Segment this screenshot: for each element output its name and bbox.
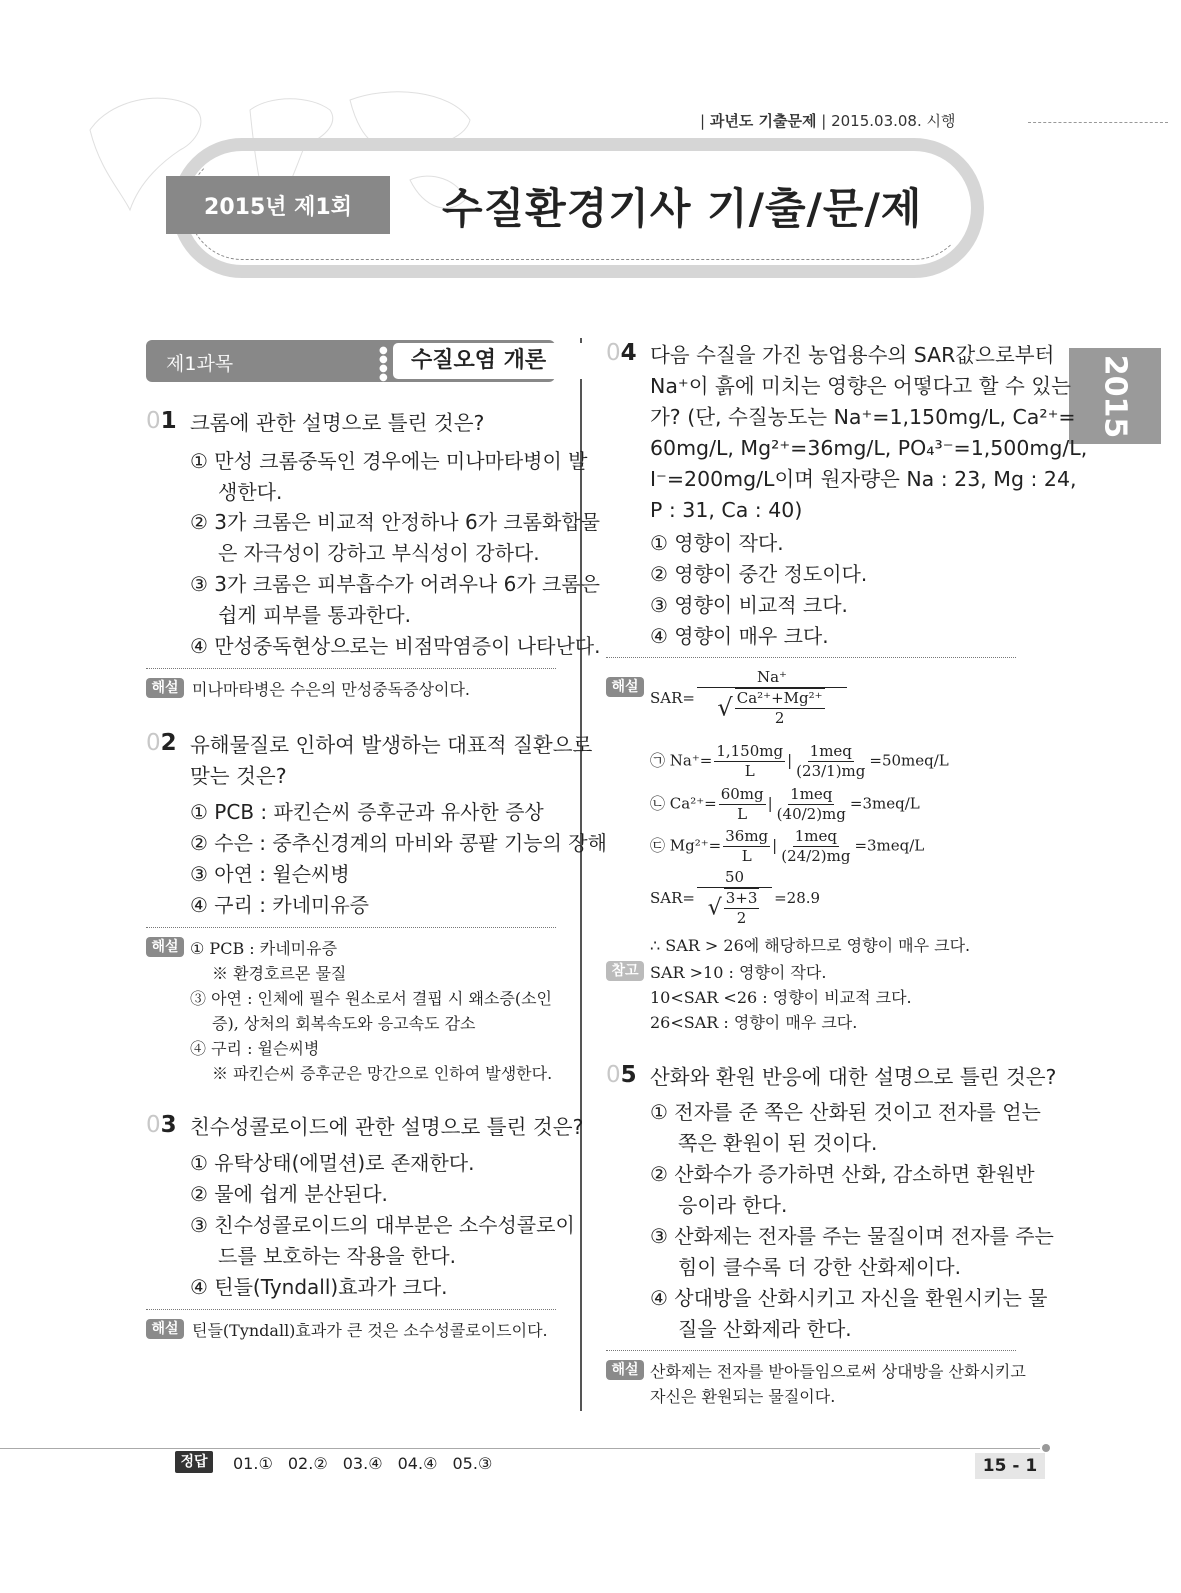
q5-option-2-cont: 응이라 한다. [678, 1193, 788, 1217]
q5-option-4-cont: 질을 산화제라 한다. [678, 1317, 852, 1341]
q4-conclusion: ∴ SAR > 26에 해당하므로 영향이 매우 크다. [650, 936, 971, 955]
mg-calc: ㉢ Mg²⁺= $\frac{36mg}{L}$ | $\frac{\text{1meq}}{(24/2)mg}$ =3meq/L [650, 827, 925, 865]
q1-option-1-cont: 생한다. [218, 480, 283, 504]
q3-explanation: 틴들(Tyndall)효과가 큰 것은 소수성콜로이드이다. [192, 1321, 548, 1340]
q2-separator [146, 927, 556, 928]
footer-line [0, 1448, 1040, 1449]
q1-option-4: ④ 만성중독현상으로는 비점막염증이 나타난다. [190, 634, 601, 658]
sar-formula [650, 668, 849, 728]
sar-fraction [697, 668, 847, 728]
sar-numerator: Na⁺ [697, 668, 847, 688]
sar-ca-mg: Ca²⁺+Mg²⁺ [736, 689, 823, 707]
q3-number: 03 [146, 1112, 177, 1138]
sar-label: SAR= [650, 689, 695, 707]
q1-option-1: ① 만성 크롬중독인 경우에는 미나마타병이 발 [190, 449, 588, 473]
q4-question-line3: 가? (단, 수질농도는 Na⁺=1,150mg/L, Ca²⁺= [650, 405, 1076, 429]
q3-separator [146, 1309, 556, 1310]
na-calc-result: =50meq/L [869, 751, 949, 770]
q4-question-line1: 다음 수질을 가진 농업용수의 SAR값으로부터 [650, 343, 1055, 367]
q3-option-3-cont: 드를 보호하는 작용을 한다. [218, 1244, 456, 1268]
q5-explanation-1: 산화제는 전자를 받아들임으로써 상대방을 산화시키고 [650, 1362, 1026, 1381]
q3-option-1: ① 유탁상태(에멀션)로 존재한다. [190, 1151, 475, 1175]
q1-number: 01 [146, 408, 177, 434]
footer-dot [1042, 1444, 1050, 1452]
q4-question-line6: P : 31, Ca : 40) [650, 498, 803, 522]
header-meta: | 과년도 기출문제 | 2015.03.08. 시행 [700, 112, 956, 130]
q1-explanation-tag: 해설 [146, 678, 184, 698]
q2-explanation-3: ③ 아연 : 인체에 필수 원소로서 결핍 시 왜소증(소인 [190, 989, 552, 1008]
q4-separator [606, 657, 1016, 658]
subject-label: 제1과목 [166, 353, 234, 375]
year-session-badge: 2015년 제1회 [166, 176, 390, 234]
sar-denominator [715, 688, 828, 728]
q4-reference-1: SAR >10 : 영향이 작다. [650, 963, 827, 982]
q3-explanation-tag: 해설 [146, 1319, 184, 1339]
q4-reference-2: 10<SAR <26 : 영향이 비교적 크다. [650, 988, 912, 1007]
q2-question-line1: 유해물질로 인하여 발생하는 대표적 질환으로 [190, 733, 593, 757]
q5-number: 05 [606, 1062, 637, 1088]
sqrt-icon: √ [707, 895, 722, 921]
q4-option-2: ② 영향이 중간 정도이다. [650, 562, 868, 586]
q4-question-line5: I⁻=200mg/L이며 원자량은 Na : 23, Mg : 24, [650, 467, 1077, 491]
mg-calc-label: ㉢ Mg²⁺= [650, 836, 722, 855]
year-side-tab [1069, 348, 1161, 444]
answer-tag: 정답 [175, 1451, 213, 1473]
sqrt-icon: √ [717, 693, 733, 722]
sar-two: 2 [774, 709, 785, 727]
mg-calc-result: =3meq/L [854, 836, 925, 855]
q2-option-1: ① PCB : 파킨슨씨 증후군과 유사한 증상 [190, 800, 544, 824]
na-calc: ㉠ Na⁺= $\frac{1,150mg}{L}$ | $\frac{\text{1meq}}{(23/1)mg}$ =50meq/L [650, 742, 949, 780]
q3-option-3: ③ 친수성콜로이드의 대부분은 소수성콜로이 [190, 1213, 575, 1237]
q1-separator [146, 668, 556, 669]
q1-option-3: ③ 3가 크롬은 피부흡수가 어려우나 6가 크롬은 [190, 572, 600, 596]
q4-option-4: ④ 영향이 매우 크다. [650, 624, 829, 648]
q2-option-2: ② 수은 : 중추신경계의 마비와 콩팥 기능의 장해 [190, 831, 607, 855]
q5-explanation-2: 자신은 환원되는 물질이다. [650, 1387, 836, 1406]
sar-result-label: SAR= [650, 889, 695, 907]
q2-explanation-2: ※ 환경호르몬 물질 [212, 964, 347, 983]
subject-banner [146, 340, 555, 382]
q4-option-1: ① 영향이 작다. [650, 531, 784, 555]
q5-explanation-tag: 해설 [606, 1360, 644, 1380]
q5-option-3: ③ 산화제는 전자를 주는 물질이며 전자를 주는 [650, 1224, 1054, 1248]
q3-option-2: ② 물에 쉽게 분산된다. [190, 1182, 388, 1206]
meta-label: 과년도 기출문제 [709, 112, 817, 130]
q2-question-line2: 맞는 것은? [190, 764, 287, 788]
column-divider [580, 338, 582, 1411]
q3-question: 친수성콜로이드에 관한 설명으로 틀린 것은? [190, 1115, 584, 1139]
q2-explanation-tag: 해설 [146, 937, 184, 957]
ca-calc: ㉡ Ca²⁺= $\frac{60mg}{L}$ | $\frac{\text{1meq}}{(40/2)mg}$ =3meq/L [650, 785, 920, 823]
na-calc-label: ㉠ Na⁺= [650, 751, 713, 770]
q4-explanation-tag: 해설 [606, 677, 644, 697]
q2-explanation-4: 증), 상처의 회복속도와 응고속도 감소 [212, 1014, 476, 1033]
page-number: 15 - 1 [975, 1453, 1045, 1479]
q5-option-1: ① 전자를 준 쪽은 산화된 것이고 전자를 얻는 [650, 1100, 1041, 1124]
subject-dots: ● ● ● ● [379, 345, 388, 383]
answer-list: 01.① 02.② 03.④ 04.④ 05.③ [233, 1454, 493, 1473]
q2-explanation-1: ① PCB : 카네미유증 [190, 939, 338, 958]
q4-question-line2: Na⁺이 흙에 미치는 영향은 어떻다고 할 수 있는 [650, 374, 1071, 398]
q4-question-line4: 60mg/L, Mg²⁺=36mg/L, PO₄³⁻=1,500mg/L, [650, 436, 1088, 460]
q5-question: 산화와 환원 반응에 대한 설명으로 틀린 것은? [650, 1065, 1057, 1089]
ca-calc-result: =3meq/L [849, 794, 920, 813]
year-tab-label: 2015 [1097, 354, 1133, 438]
ca-calc-label: ㉡ Ca²⁺= [650, 794, 717, 813]
q1-option-2: ② 3가 크롬은 비교적 안정하나 6가 크롬화합물 [190, 510, 600, 534]
q5-option-1-cont: 쪽은 환원이 된 것이다. [678, 1131, 878, 1155]
q2-option-3: ③ 아연 : 윌슨씨병 [190, 862, 350, 886]
q4-number: 04 [606, 340, 637, 366]
q1-question: 크롬에 관한 설명으로 틀린 것은? [190, 411, 485, 435]
sar-result-calc: SAR= 50 √ $\frac{3+3}{2}$ =28.9 [650, 868, 821, 927]
q5-option-3-cont: 힘이 클수록 더 강한 산화제이다. [678, 1255, 961, 1279]
q4-option-3: ③ 영향이 비교적 크다. [650, 593, 848, 617]
q4-reference-tag: 참고 [606, 961, 644, 981]
meta-date: 2015.03.08. 시행 [831, 112, 956, 130]
q2-number: 02 [146, 730, 177, 756]
q1-option-3-cont: 쉽게 피부를 통과한다. [218, 603, 411, 627]
q3-option-4: ④ 틴들(Tyndall)효과가 크다. [190, 1275, 448, 1299]
q1-option-2-cont: 은 자극성이 강하고 부식성이 강하다. [218, 541, 540, 565]
page-title: 수질환경기사 기/출/문/제 [442, 184, 923, 233]
q5-option-2: ② 산화수가 증가하면 산화, 감소하면 환원반 [650, 1162, 1035, 1186]
q2-explanation-5: ④ 구리 : 윌슨씨병 [190, 1039, 320, 1058]
q2-explanation-6: ※ 파킨슨씨 증후군은 망간으로 인하여 발생한다. [212, 1064, 553, 1083]
q1-explanation: 미나마타병은 수은의 만성중독증상이다. [192, 680, 471, 699]
sar-result-value: =28.9 [774, 889, 821, 907]
header-dashed-line [1028, 122, 1168, 123]
q4-reference-3: 26<SAR : 영향이 매우 크다. [650, 1013, 858, 1032]
subject-name: 수질오염 개론 [393, 343, 688, 379]
q5-option-4: ④ 상대방을 산화시키고 자신을 환원시키는 물 [650, 1286, 1048, 1310]
q5-separator [606, 1350, 1016, 1351]
q2-option-4: ④ 구리 : 카네미유증 [190, 893, 369, 917]
